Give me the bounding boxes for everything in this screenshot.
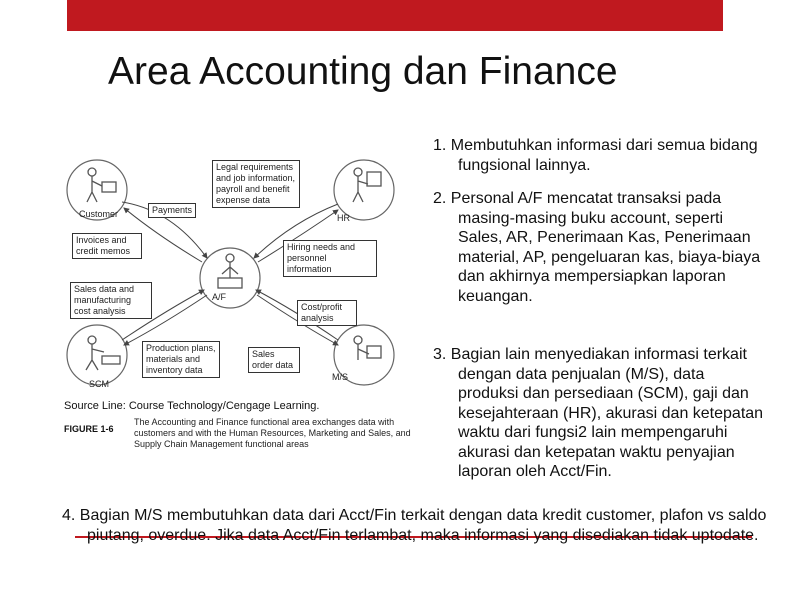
top-accent-bar bbox=[67, 0, 723, 31]
legal-requirements-label: Legal requirements and job information, payroll and benefit expense data bbox=[212, 160, 300, 208]
point-text: Bagian M/S membutuhkan data dari Acct/Fin terkait dengan data kredit customer, plafon vs saldo piutang, overdue. Jika data Acct/Fin terlambat, maka informasi yang disediakan tidak uptodate. bbox=[79, 507, 767, 544]
scm-label: SCM bbox=[89, 379, 109, 389]
hr-label: HR bbox=[337, 213, 350, 223]
source-line: Source Line: Course Technology/Cengage Learning. bbox=[64, 400, 320, 412]
point-4 bbox=[62, 506, 772, 545]
point-number: 1. bbox=[433, 137, 447, 154]
point-1 bbox=[433, 136, 768, 175]
figure-number: FIGURE 1-6 bbox=[64, 424, 114, 434]
production-plans-label: Production plans, materials and inventory data bbox=[142, 341, 220, 378]
point-text: Bagian lain menyediakan informasi terkait dengan data penjualan (M/S), data produksi dan persediaan (SCM), gaji dan kesejahteraan (HR), akurasi dan ketepatan waktu dari fungsi2 lain mempengaruhi akurasi dan ketepatan waktu penyajian laporan oleh Acct/Fin. bbox=[450, 346, 764, 480]
hiring-needs-label: Hiring needs and personnel information bbox=[283, 240, 377, 277]
payments-label: Payments bbox=[148, 203, 196, 218]
slide-title: Area Accounting dan Finance bbox=[108, 50, 618, 93]
cost-profit-label: Cost/profit analysis bbox=[297, 300, 357, 326]
figure-caption: The Accounting and Finance functional area exchanges data with customers and with the Human Resources, Marketing and Sales, and Supply Chain Management functional areas bbox=[134, 417, 411, 449]
customer-label: Customer bbox=[79, 209, 119, 219]
accounting-finance-diagram bbox=[62, 150, 442, 465]
ms-label: M/S bbox=[332, 372, 349, 382]
hr-node bbox=[334, 160, 394, 220]
point-2 bbox=[433, 189, 768, 306]
point-number: 2. bbox=[433, 190, 447, 207]
scm-node bbox=[67, 325, 127, 385]
sales-data-label: Sales data and manufacturing cost analysis bbox=[70, 282, 152, 319]
invoices-label: Invoices and credit memos bbox=[72, 233, 142, 259]
af-label: A/F bbox=[212, 292, 227, 302]
point-text: Membutuhkan informasi dari semua bidang fungsional lainnya. bbox=[450, 137, 758, 174]
point-number: 3. bbox=[433, 346, 447, 363]
point-3 bbox=[433, 345, 768, 482]
point-text: Personal A/F mencatat transaksi pada masing-masing buku account, seperti Sales, AR, Penerimaan Kas, Penerimaan material, AP, pengeluaran kas, biaya-biaya dan akhirnya mempersiapkan laporan keuangan. bbox=[450, 190, 761, 305]
point-number: 4. bbox=[62, 507, 76, 524]
sales-order-label: Sales order data bbox=[248, 347, 300, 373]
